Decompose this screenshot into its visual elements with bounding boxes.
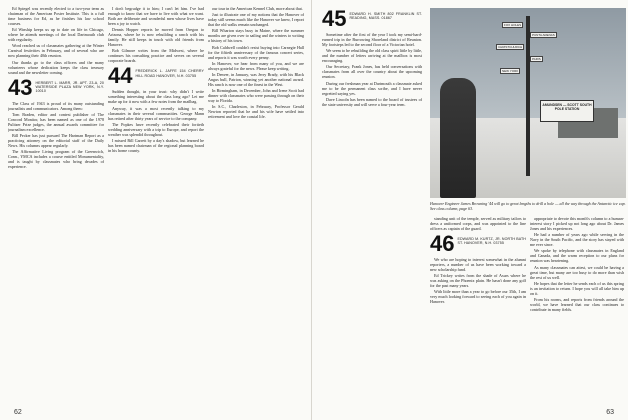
- right-column-3: [530, 216, 624, 410]
- paragraph: I don't begrudge it to him; I can't let him. I've had enough to know that we have to live with what we want. Both are deliberate and wonderful men whose lives have been a joy to watch.: [108, 6, 204, 26]
- right-page: [314, 0, 628, 420]
- class-heading-43: [8, 74, 104, 100]
- class-number: 46: [430, 231, 455, 256]
- right-column-1: [322, 6, 422, 410]
- paragraph: Anyway, it was a most recently talking to my classmates in their several communities. George Mann has retired after thirty years of service to the company.: [108, 105, 204, 121]
- paragraph: Bill Pecker has just pursued The Hartman Report as a practicing attorney on the editorial staff of the Daily News. His columns appear regularly.: [8, 132, 104, 148]
- person-silhouette: [440, 78, 476, 198]
- paragraph: Our thanks go to the class officers and the many volunteers whose dedication keeps the class treasury sound and the newsletter coming.: [8, 59, 104, 75]
- paragraph: The Popkes have recently celebrated their fortieth wedding anniversary with a trip to Europe, and report the weather was splendid throughout.: [108, 121, 204, 137]
- direction-sign: PUNTA ARENAS: [532, 33, 555, 37]
- paragraph: We seem to be rebuilding the old class spirit little by little, and the number of letters arriving at the mailbox is most encouraging.: [322, 48, 422, 64]
- signpost-pole: [526, 16, 530, 176]
- paragraph: Bob Gilmore writes from the Midwest, where he continues his consulting practice and serves on several corporate boards.: [108, 48, 204, 64]
- paragraph: Ed Trickey writes from the shade of Asurs where he was asking on the Phoenix plain. He hasn't done any golf for the past many years.: [430, 273, 526, 289]
- left-column-1: [8, 6, 104, 410]
- left-page: [0, 0, 312, 420]
- class-heading-46: [430, 231, 526, 256]
- class-number: 43: [8, 74, 33, 100]
- class-secretary-address: FREDERICK L. JAFFE 154 CHERRY HILL ROAD HANOVER, N.H. 03755: [135, 69, 204, 78]
- direction-sign: CHRISTCHURCH: [498, 45, 523, 49]
- paragraph: Sudden thought, in your trust: why didn't I write something interesting about the class long ago? Let me make up for it now with a few notes from the mailbag.: [108, 89, 204, 105]
- page-number-right: 63: [606, 409, 614, 416]
- paragraph: As many classmates can attest, we could be having a great time, but many are too busy to do more than wish the rest of us well.: [530, 264, 624, 280]
- class-heading-45: [322, 6, 422, 31]
- paragraph: We spoke by telephone with classmates in England and Canada, and the warm reception to our plans for reunion was heartening.: [530, 248, 624, 264]
- paragraph: Bill Wharton stays busy in Maine, where the summer months are given over to sailing and the winters to writing a history of his town.: [208, 28, 304, 44]
- paragraph: He had a number of years ago while serving in the Navy in the South Pacific, and the story has stayed with me ever since.: [530, 232, 624, 248]
- paragraph: Our Secretary, Frank Jones, has held conversations with classmates from all over the country about the upcoming reunion.: [322, 64, 422, 80]
- paragraph: I missed Bill Garrett by a day's shadow, but learned he has been named chairman of the regional planning board in his home county.: [108, 137, 204, 153]
- paragraph: Just to illustrate one of my notions that the Hanover of today still seems much like the Hanover we knew, I report that the old walks remain unchanged.: [208, 12, 304, 28]
- paragraph: He hopes that the letter he sends each of us this spring is an invitation to return. I hope you will all take him up on it.: [530, 280, 624, 296]
- paragraph: Ed Spiegel was recently elected to a two-year term as chairman of the American Poster Institute. This is a full time business for Ed, as he finishes his law school courses.: [8, 6, 104, 26]
- paragraph: appropriate to devote this month's column to a human-interest story I picked up not long ago about Dr. James Jones and his experiences.: [530, 216, 624, 231]
- direction-sign: PARIS: [532, 57, 541, 61]
- class-number: 45: [322, 6, 347, 31]
- paragraph: In Birmingham, in December, John and Irene Scott had dinner with classmates who were passing through on their way to Florida.: [208, 88, 304, 104]
- direction-sign: FOX HOLES: [504, 23, 522, 27]
- paragraph: Bob Caldwell couldn't resist buying into Carnegie Hall for the fiftieth anniversary of the famous concert series, and reports it was worth every penny.: [208, 44, 304, 60]
- paragraph: During our freshman year at Dartmouth a classmate asked me to be the permanent class scribe, and I have never regretted saying yes.: [322, 80, 422, 96]
- class-secretary-address: EDWARD H. SMITH 802 FRANKLIN ST. READING, MASS. 01867: [349, 12, 422, 21]
- paragraph: Ed Winship keeps us up to date on life in Chicago, where he attends meetings of the local Dartmouth club with regularity.: [8, 27, 104, 43]
- paragraph: In S.C., Charleston, in February, Professor Gerald Newton reported that he and his wife have settled into retirement and love the coastal life.: [208, 104, 304, 120]
- class-secretary-address: HERBERT L. MARR, JR. APT. 23-A, 20 WATERSIDE PLAZA NEW YORK, N.Y. 10010: [35, 80, 104, 94]
- paragraph: standing unit of the temple, served as military tailors to dress a uniformed corps, and was appointed to the line officers as captain of the guard.: [430, 216, 526, 231]
- paragraph: In Hanover, we hear from many of you, and we are always grateful for the news. Please keep writing.: [208, 60, 304, 71]
- paragraph: our tour in the American Kennel Club, more about that.: [212, 6, 303, 11]
- paragraph: In Denver, in January, was Jerry Brady, with his Black Angus bull, Patrion, winning yet another national award. His ranch is now one of the finest in the West.: [208, 71, 304, 87]
- class-number: 44: [108, 63, 133, 89]
- paragraph: Dave Lincoln has been named to the board of trustees of the state university and will serve a four-year term.: [322, 96, 422, 107]
- paragraph: The Affirmative Living program of the Greenwich, Conn., YMCA includes a course entitled Monumentality, and is taught by classmates who bring decades of experience.: [8, 149, 104, 170]
- page-number-left: 62: [14, 409, 22, 416]
- right-column-2: [430, 216, 526, 410]
- paragraph: Dennis Hopper reports he moved from Oregon to Arizona, where he is now rebuilding a ranch with his family. He still keeps in touch with old friends from Hanover.: [108, 27, 204, 48]
- left-column-3: [208, 6, 304, 410]
- left-column-2: [108, 6, 204, 410]
- paragraph: Word reached us of classmates gathering at the Winter Carnival festivities in February, and of several who are now planning their 40th reunion.: [8, 43, 104, 59]
- paragraph: We who are hoping to interest somewhat in the alumni reporters, a number of us have been working toward a new scholarship fund.: [430, 257, 526, 272]
- paragraph: With little more than a year to go before our 35th, I am very much looking forward to seeing each of you again in Hanover.: [430, 289, 526, 305]
- class-secretary-address: EDWARD M. KURTZ, JR. NORTH BATH ST. HANOVER, N.H. 03755: [457, 237, 526, 246]
- direction-sign: NEW YORK: [502, 69, 519, 73]
- paragraph: The Class of 1943 is proud of its many outstanding journalists and communicators. Among them:: [8, 100, 104, 111]
- paragraph: Tom Braden, editor and contest publisher of The Concord Monitor, has been named as one of the 1978 Pulitzer Prize judges, the annual awards committee for journalism excellence.: [8, 111, 104, 132]
- photo-caption: Hanover Engineer James Browning '44 will go to great lengths to drill a hole — all the way through the Antarctic ice cap. See class column, page 63.: [430, 201, 626, 211]
- paragraph: From his rooms, and reports from friends around the world, we have learned that our class continues to contribute in many fields.: [530, 296, 624, 312]
- class-heading-44: [108, 63, 204, 89]
- south-pole-photo: [430, 8, 626, 198]
- paragraph: Sometime after the first of the year I took my semi-hard-earned trip in the Burrowing Shoreland district of Reunion. My footsteps led to the second floor of a Victorian hotel.: [322, 32, 422, 47]
- station-sign: AMUNDSEN — SCOTT SOUTH POLE STATION: [540, 100, 594, 122]
